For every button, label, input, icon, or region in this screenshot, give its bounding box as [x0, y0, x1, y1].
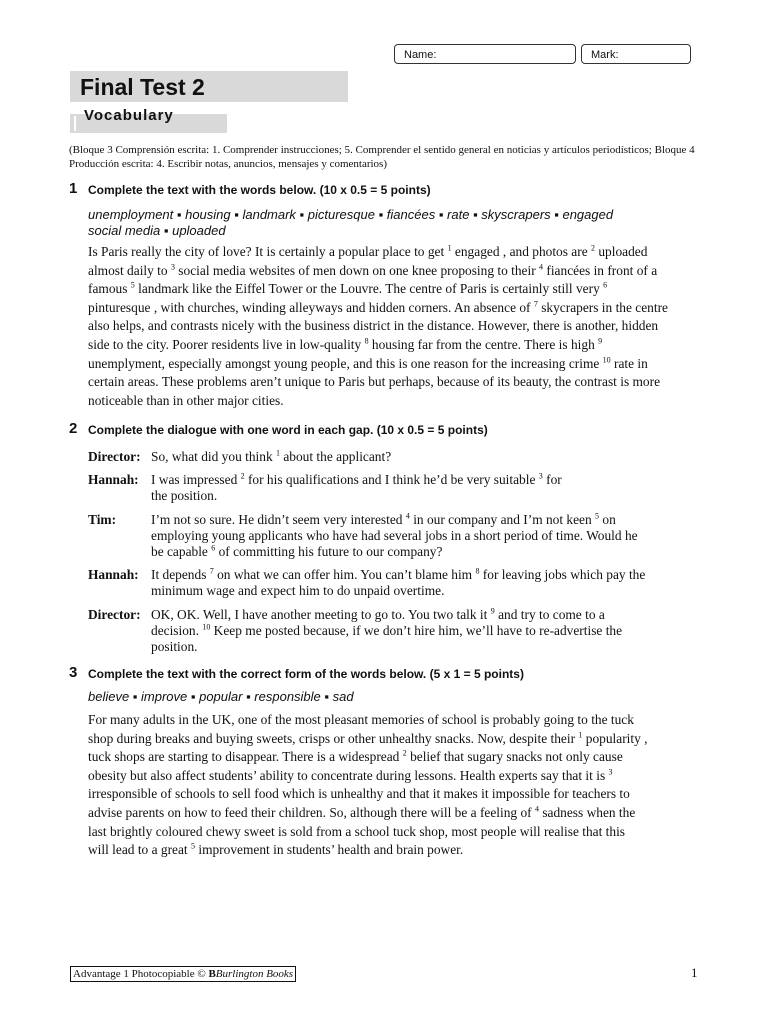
dialogue-speaker: Tim: — [88, 512, 117, 527]
word-bank-line-1: unemployment ▪ housing ▪ landmark ▪ picturesque ▪ fiancées ▪ rate ▪ skyscrapers ▪ engaged — [88, 207, 614, 222]
gap-number: 4 — [534, 804, 539, 814]
section-subtitle: Vocabulary — [84, 107, 174, 124]
dialogue-line: So, what did you think $^1$ about the applicant? — [151, 448, 392, 464]
question-1-instruction: Complete the text with the words below. (10 x 0.5 = 5 points) — [88, 183, 431, 197]
gap-number: 2 — [402, 748, 407, 758]
dialogue-line: I was impressed $^2$ for his qualifications and I think he’d be very suitable $^3$ for the position. — [151, 471, 562, 503]
gap-number: 1 — [578, 730, 583, 740]
name-field[interactable] — [394, 44, 576, 64]
mark-label: Mark: — [591, 49, 619, 61]
dialogue-speaker: Hannah: — [88, 472, 139, 487]
dialogue-line: It depends $^7$ on what we can offer him. You can’t blame him $^8$ for leaving jobs which pay the minimum wage and expect him to do unpaid overtime. — [151, 566, 646, 598]
gap-number: 5 — [191, 841, 195, 851]
question-2-instruction: Complete the dialogue with one word in each gap. (10 x 0.5 = 5 points) — [88, 423, 488, 437]
gap-number: 4 — [405, 511, 410, 521]
gap-number: 6 — [211, 543, 216, 553]
name-label: Name: — [404, 49, 437, 61]
gap-number: 4 — [539, 262, 544, 272]
question-1-word-bank — [88, 207, 688, 239]
question-2-number: 2 — [69, 420, 78, 437]
gap-number: 3 — [170, 262, 175, 272]
page-number: 1 — [691, 965, 698, 980]
dialogue-line: I’m not so sure. He didn’t seem very interested $^4$ in our company and I’m not keen $^5$ on employing young applicants who have had several jobs in a short period of time. Would he be capable $^6$ of committing his future to our company? — [151, 511, 638, 559]
curriculum-note: (Bloque 3 Comprensión escrita: 1. Comprender instrucciones; 5. Comprender el sentido general en noticias y artículos periodísticos; Bloque 4 Producción escrita: 4. Escribir notas, anuncios, mensajes y comentarios) — [69, 144, 695, 170]
footer-text: Advantage 1 Photocopiable © — [73, 968, 209, 980]
gap-number: 3 — [608, 767, 613, 777]
gap-number: 8 — [364, 336, 369, 346]
subtitle-tick — [74, 116, 76, 131]
gap-number: 3 — [538, 471, 543, 481]
gap-number: 10 — [602, 355, 611, 365]
gap-number: 2 — [240, 471, 245, 481]
gap-number: 2 — [591, 243, 596, 253]
question-3-text: For many adults in the UK, one of the most pleasant memories of school is probably going to the tuck shop during breaks and buying sweets, crisps or other unhealthy snacks. Now, despite their $^1$ popularity , tuck shops are starting to disappear. There is a widespread $^2$ belief that sugary snacks not only cause obesity but also affect students’ ability to concentrate during lessons. Health experts say that it is $^3$ irresponsible of schools to sell food which is unhealthy and that it makes it impossible for teachers to advise parents on how to feed their children. So, although there will be a feeling of $^4$ sadness when the last brightly coloured chewy sweet is sold from a school tuck shop, most people will realise that this will lead to a great $^5$ improvement in students’ health and brain power. — [88, 712, 648, 858]
publisher-logo: B — [208, 968, 216, 980]
gap-number: 9 — [490, 606, 495, 616]
mark-field[interactable] — [581, 44, 691, 64]
question-3-number: 3 — [69, 664, 78, 681]
page-title: Final Test 2 — [80, 74, 205, 100]
publisher-name: Burlington Books — [215, 968, 294, 980]
gap-number: 10 — [202, 622, 211, 632]
dialogue-speaker: Director: — [88, 449, 141, 464]
word-bank-line-2: social media ▪ uploaded — [88, 223, 226, 238]
gap-number: 1 — [447, 243, 452, 253]
question-1-number: 1 — [69, 180, 78, 197]
gap-number: 6 — [603, 280, 608, 290]
gap-number: 5 — [595, 511, 600, 521]
gap-number: 7 — [209, 566, 214, 576]
dialogue-line: OK, OK. Well, I have another meeting to go to. You two talk it $^9$ and try to come to a decision. $^{10}$ Keep me posted because, if we don’t hire him, we’ll have to re-advertise the position. — [151, 606, 623, 654]
footer-copyright — [70, 966, 296, 982]
gap-number: 9 — [598, 336, 603, 346]
question-3-word-bank: believe ▪ improve ▪ popular ▪ responsible ▪ sad — [88, 689, 354, 704]
gap-number: 5 — [130, 280, 135, 290]
question-3-instruction: Complete the text with the correct form of the words below. (5 x 1 = 5 points) — [88, 667, 524, 681]
gap-number: 7 — [533, 299, 538, 309]
gap-number: 1 — [275, 448, 280, 458]
gap-number: 8 — [475, 566, 480, 576]
question-1-text: Is Paris really the city of love? It is certainly a popular place to get $^1$ engaged , and photos are $^2$ uploaded almost daily to $^3$ social media websites of men down on one knee proposing to their $^4$ fiancées in front of a famous $^5$ landmark like the Eiffel Tower or the Louvre. The centre of Paris is certainly still very $^6$ pinturesque , with churches, winding alleyways and hidden corners. An absence of $^7$ skycrapers in the centre also helps, and contrasts nicely with the business district in the distance. However, there is another, hidden side to the city. Poorer residents live in low-quality $^8$ housing far from the centre. There is high $^9$ unemplyment, especially amongst young people, and this is one reason for the increasing crime $^{10}$ rate in certain areas. These problems aren’t unique to Paris but perhaps, because of its beauty, the contrast is more noticeable than in other major cities. — [88, 243, 668, 408]
dialogue-speaker: Director: — [88, 607, 141, 622]
dialogue-speaker: Hannah: — [88, 567, 139, 582]
